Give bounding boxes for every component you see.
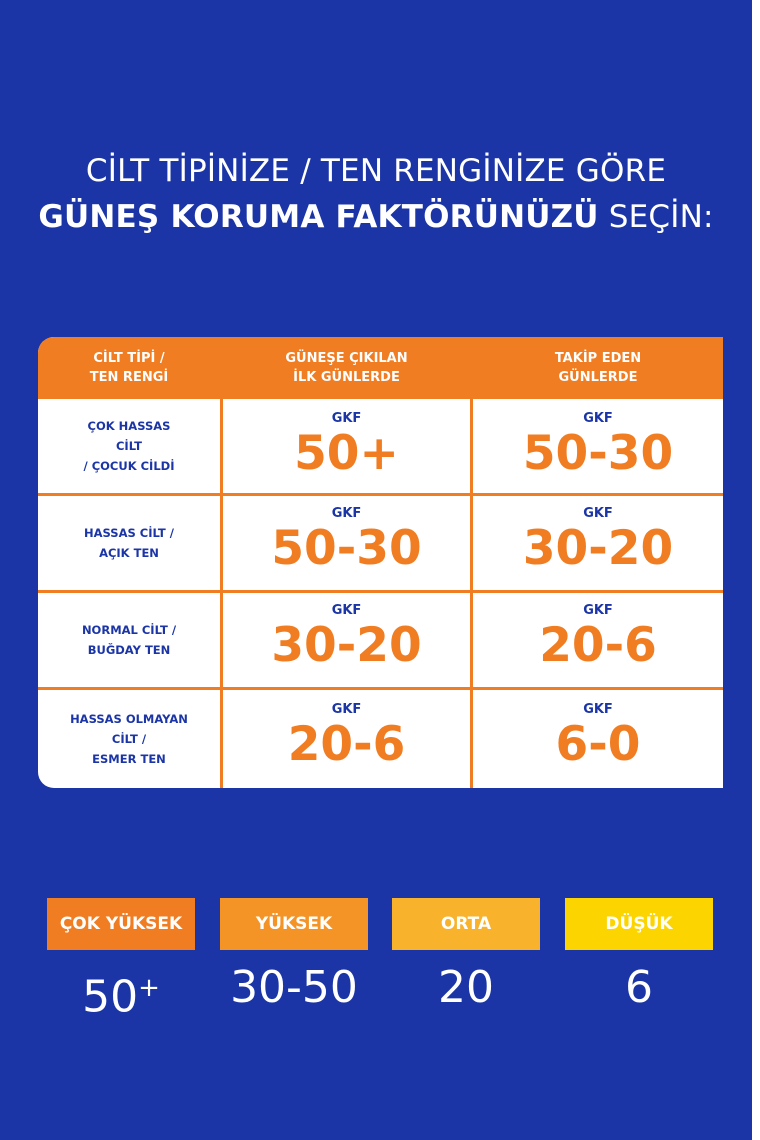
spf-value: 50-30 <box>271 521 422 576</box>
table-cell <box>223 694 470 772</box>
legend-high <box>220 898 368 950</box>
heading-bold-text: GÜNEŞ KORUMA FAKTÖRÜNÜZÜ <box>38 199 599 235</box>
header-skin-type: CİLT TİPİ / TEN RENGİ <box>89 351 169 385</box>
spf-table <box>38 337 723 788</box>
row-label-very-sensitive: ÇOK HASSAS CİLT / ÇOCUK CİLDİ <box>83 419 175 473</box>
heading-line-1: CİLT TİPİNİZE / TEN RENGİNİZE GÖRE <box>85 153 667 189</box>
table-cell <box>473 498 723 576</box>
row-label-normal: NORMAL CİLT / BUĞDAY TEN <box>81 623 177 657</box>
header-first-days: GÜNEŞE ÇIKILAN İLK GÜNLERDE <box>285 351 408 385</box>
table-cell <box>473 694 723 772</box>
page-heading <box>0 148 752 240</box>
spf-value: 20-6 <box>287 717 406 772</box>
spf-unit: GKF <box>583 411 613 426</box>
legend-label: ÇOK YÜKSEK <box>59 914 183 934</box>
row-label-sensitive: HASSAS CİLT / AÇIK TEN <box>84 526 174 560</box>
legend-label: ORTA <box>440 914 492 934</box>
spf-unit: GKF <box>331 603 362 618</box>
spf-unit: GKF <box>331 702 362 717</box>
legend-value-medium: 20 <box>438 962 494 1013</box>
table-cell <box>223 498 470 576</box>
legend-value-low: 6 <box>625 962 653 1013</box>
spf-unit: GKF <box>583 603 613 618</box>
heading-rest-text: SEÇİN: <box>598 199 714 235</box>
table-cell <box>473 403 723 481</box>
spf-value: 50-30 <box>522 426 674 481</box>
header-following-days: TAKİP EDEN GÜNLERDE <box>554 351 642 385</box>
row-label-not-sensitive: HASSAS OLMAYAN CİLT / ESMER TEN <box>70 712 188 766</box>
table-cell <box>473 595 723 673</box>
legend-value-high: 30-50 <box>230 962 358 1013</box>
spf-unit: GKF <box>583 702 613 717</box>
table-cell <box>223 595 470 673</box>
table-header <box>38 337 723 399</box>
spf-value: 50+ <box>294 426 399 481</box>
spf-value: 30-20 <box>522 521 674 576</box>
legend-label: YÜKSEK <box>255 914 333 934</box>
spf-value: 20-6 <box>539 618 657 673</box>
spf-unit: GKF <box>583 506 613 521</box>
spf-value: 6-0 <box>555 717 641 772</box>
legend-very-high <box>47 898 195 950</box>
table-cell <box>223 403 470 481</box>
spf-value: 30-20 <box>271 618 422 673</box>
legend-value-very-high: 50+ <box>82 971 160 1023</box>
spf-unit: GKF <box>331 411 362 426</box>
plus-sign: + <box>138 973 160 1003</box>
spf-unit: GKF <box>331 506 362 521</box>
legend-low <box>565 898 713 950</box>
legend-medium <box>392 898 540 950</box>
heading-line-2 <box>0 194 752 240</box>
legend-label: DÜŞÜK <box>605 914 673 934</box>
